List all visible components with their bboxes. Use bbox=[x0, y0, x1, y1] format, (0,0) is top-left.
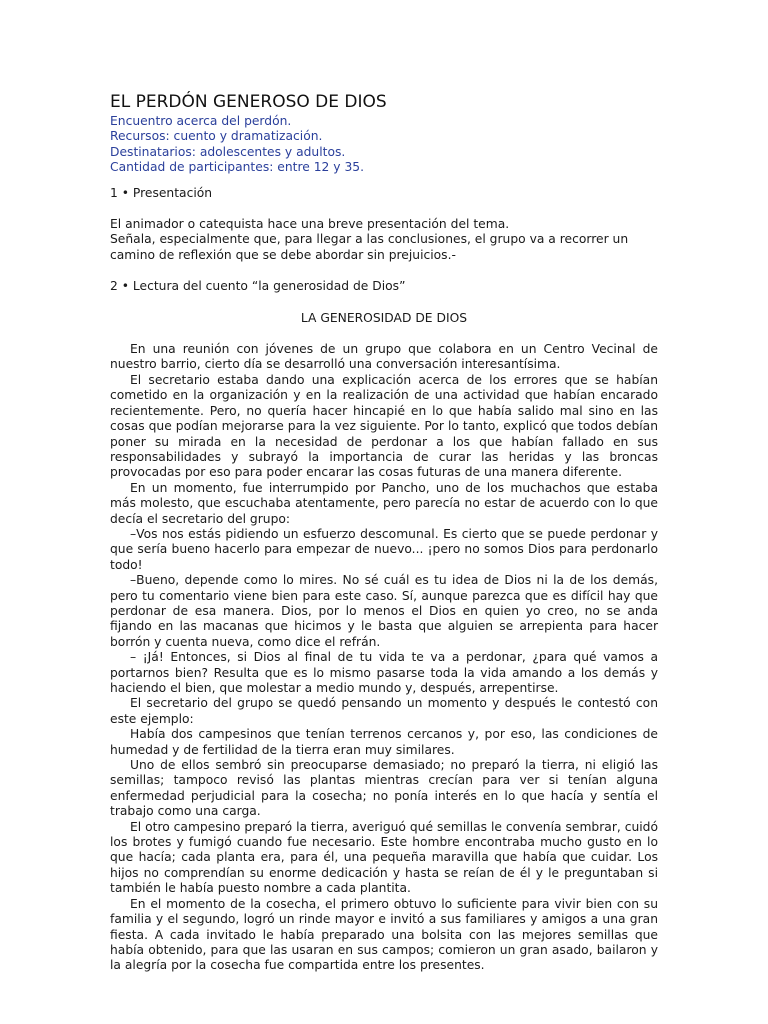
paragraph: Señala, especialmente que, para llegar a las conclusiones, el grupo va a recorrer un camino de reflexión que se debe abordar sin prejuicios.- bbox=[110, 232, 629, 262]
story-body bbox=[110, 342, 658, 974]
meta-line: Cantidad de participantes: entre 12 y 35. bbox=[110, 160, 365, 175]
section-1-body bbox=[110, 217, 658, 263]
meta-line: Encuentro acerca del perdón. bbox=[110, 114, 292, 128]
story-paragraph: En el momento de la cosecha, el primero obtuvo lo suficiente para vivir bien con su familia y el segundo, logró un rinde mayor e invitó a sus familiares y amigos a una gran fiesta. A cada invitado le había preparado una bolsita con las mejores semillas que había obtenido, para que las usaran en sus campos; comieron un gran asado, bailaron y la alegría por la cosecha fue compartida entre los presentes. bbox=[110, 896, 658, 973]
story-paragraph: El secretario estaba dando una explicación acerca de los errores que se habían cometido en la organización y en la realización de una actividad que habían encarado recientemente. Pero, no quería hacer hincapié en lo que había salido mal sino en las cosas que podían mejorarse para la vez siguiente. Por lo tanto, explicó que todos debían poner su mirada en la necesidad de perdonar a los que habían fallado en sus responsabilidades y subrayó la importancia de curar las heridas y las broncas provocadas por eso para poder encarar las cosas futuras de una manera diferente. bbox=[110, 372, 658, 480]
story-paragraph: En una reunión con jóvenes de un grupo que colabora en un Centro Vecinal de nuestro barrio, cierto día se desarrolló una conversación interesantísima. bbox=[110, 342, 658, 372]
document-title: EL PERDÓN GENEROSO DE DIOS bbox=[110, 92, 387, 112]
section-2-heading: 2 • Lectura del cuento “la generosidad de Dios” bbox=[110, 279, 406, 294]
story-paragraph: Uno de ellos sembró sin preocuparse demasiado; no preparó la tierra, ni eligió las semillas; tampoco revisó las plantas mientras crecían para ver si tenían alguna enfermedad perjudicial para la cosecha; no ponía interés en lo que hacía y sentía el trabajo como una carga. bbox=[110, 758, 658, 819]
story-paragraph: El secretario del grupo se quedó pensando un momento y después le contestó con este ejemplo: bbox=[110, 696, 658, 726]
story-paragraph: –Bueno, depende como lo mires. No sé cuál es tu idea de Dios ni la de los demás, pero tu comentario viene bien para este caso. Sí, aunque parezca que es difícil hay que perdonar de esa manera. Dios, por lo menos el Dios en quien yo creo, no se anda fijando en las macanas que hicimos y le basta que alguien se arrepienta para hacer borrón y cuenta nueva, como dice el refrán. bbox=[110, 573, 658, 649]
story-paragraph: Había dos campesinos que tenían terrenos cercanos y, por eso, las condiciones de humedad y de fertilidad de la tierra eran muy similares. bbox=[110, 727, 658, 757]
story-paragraph: – ¡Já! Entonces, si Dios al final de tu vida te va a perdonar, ¿para qué vamos a portarnos bien? Resulta que es lo mismo pasarse toda la vida amando a los demás y haciendo el bien, que molestar a medio mundo y, después, arrepentirse. bbox=[110, 650, 658, 695]
document-meta bbox=[110, 114, 658, 176]
paragraph: El animador o catequista hace una breve presentación del tema. bbox=[110, 217, 510, 232]
meta-line: Destinatarios: adolescentes y adultos. bbox=[110, 144, 346, 159]
story-paragraph: –Vos nos estás pidiendo un esfuerzo descomunal. Es cierto que se puede perdonar y que sería bueno hacerlo para empezar de nuevo... ¡pero no somos Dios para perdonarlo todo! bbox=[110, 526, 658, 572]
meta-line: Recursos: cuento y dramatización. bbox=[110, 129, 323, 144]
story-paragraph: En un momento, fue interrumpido por Pancho, uno de los muchachos que estaba más molesto, que escuchaba atentamente, pero parecía no estar de acuerdo con lo que decía el secretario del grupo: bbox=[110, 480, 658, 526]
document-page bbox=[110, 92, 658, 974]
section-1-heading: 1 • Presentación bbox=[110, 185, 213, 200]
story-paragraph: El otro campesino preparó la tierra, averiguó qué semillas le convenía sembrar, cuidó los brotes y fumigó cuando fue necesario. Este hombre encontraba mucho gusto en lo que hacía; cada planta era, para él, una pequeña maravilla que había que cuidar. Los hijos no comprendían su enorme dedicación y hasta se reían de él y le preguntaban si también le había puesto nombre a cada plantita. bbox=[110, 819, 658, 896]
story-title: LA GENEROSIDAD DE DIOS bbox=[300, 310, 468, 325]
